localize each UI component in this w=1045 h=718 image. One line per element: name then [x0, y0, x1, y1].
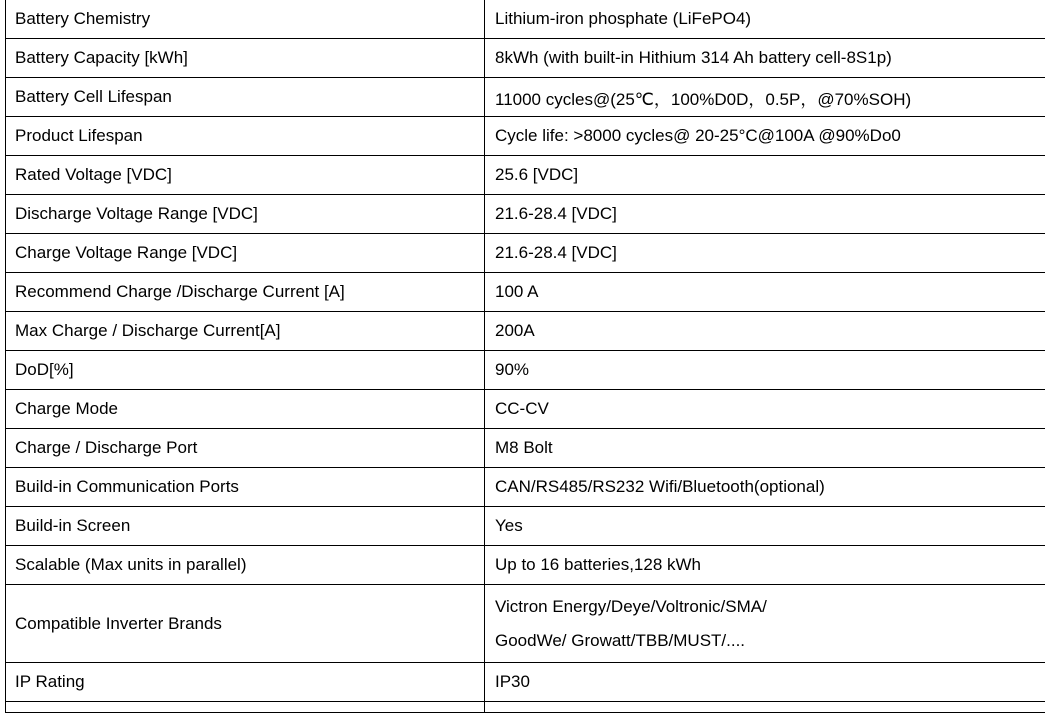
table-row: [6, 468, 1045, 507]
param-cell: Battery Capacity [kWh]: [6, 39, 485, 78]
param-cell: Max Charge / Discharge Current[A]: [6, 312, 485, 351]
value-cell: Lithium-iron phosphate (LiFePO4): [485, 0, 1045, 39]
value-cell: 21.6-28.4 [VDC]: [485, 234, 1045, 273]
table-row: [6, 546, 1045, 585]
table-row: [6, 273, 1045, 312]
param-cell: Recommend Charge /Discharge Current [A]: [6, 273, 485, 312]
table-row: [6, 0, 1045, 39]
value-cell: 11000 cycles@(25℃，100%D0D，0.5P，@70%SOH): [485, 78, 1045, 117]
value-cell: 90%: [485, 351, 1045, 390]
table-row: [6, 429, 1045, 468]
table-row: [6, 312, 1045, 351]
table-row: [6, 39, 1045, 78]
value-cell: 200A: [485, 312, 1045, 351]
value-cell: Up to 16 batteries,128 kWh: [485, 546, 1045, 585]
param-cell: DoD[%]: [6, 351, 485, 390]
value-cell: IP30: [485, 663, 1045, 702]
value-cell: Yes: [485, 507, 1045, 546]
param-cell: [6, 702, 485, 713]
value-cell: 100 A: [485, 273, 1045, 312]
param-cell: Discharge Voltage Range [VDC]: [6, 195, 485, 234]
table-row: [6, 507, 1045, 546]
value-cell: 8kWh (with built-in Hithium 314 Ah battery cell-8S1p): [485, 39, 1045, 78]
value-cell: [485, 702, 1045, 713]
table-row: [6, 585, 1045, 663]
param-cell: Battery Cell Lifespan: [6, 78, 485, 117]
param-cell: IP Rating: [6, 663, 485, 702]
value-cell: CC-CV: [485, 390, 1045, 429]
param-cell: Rated Voltage [VDC]: [6, 156, 485, 195]
table-row: [6, 117, 1045, 156]
table-row: [6, 156, 1045, 195]
value-cell: 25.6 [VDC]: [485, 156, 1045, 195]
value-line: Victron Energy/Deye/Voltronic/SMA/: [495, 596, 767, 616]
param-cell: Charge / Discharge Port: [6, 429, 485, 468]
table-row: [6, 663, 1045, 702]
value-line: GoodWe/ Growatt/TBB/MUST/....: [495, 630, 746, 650]
param-cell: Build-in Screen: [6, 507, 485, 546]
table-row: [6, 234, 1045, 273]
value-cell: Cycle life: >8000 cycles@ 20-25°C@100A @90%Do0: [485, 117, 1045, 156]
table-row: [6, 195, 1045, 234]
param-cell: Charge Voltage Range [VDC]: [6, 234, 485, 273]
value-cell: 21.6-28.4 [VDC]: [485, 195, 1045, 234]
value-cell: [485, 585, 1045, 663]
table-row: [6, 78, 1045, 117]
value-cell: CAN/RS485/RS232 Wifi/Bluetooth(optional): [485, 468, 1045, 507]
param-cell: Product Lifespan: [6, 117, 485, 156]
table-row: [6, 351, 1045, 390]
value-cell: M8 Bolt: [485, 429, 1045, 468]
spec-table: [5, 0, 1045, 713]
param-cell: Build-in Communication Ports: [6, 468, 485, 507]
table-row-cutoff: [6, 702, 1045, 713]
param-cell: Compatible Inverter Brands: [6, 585, 485, 663]
param-cell: Battery Chemistry: [6, 0, 485, 39]
table-row: [6, 390, 1045, 429]
param-cell: Scalable (Max units in parallel): [6, 546, 485, 585]
param-cell: Charge Mode: [6, 390, 485, 429]
